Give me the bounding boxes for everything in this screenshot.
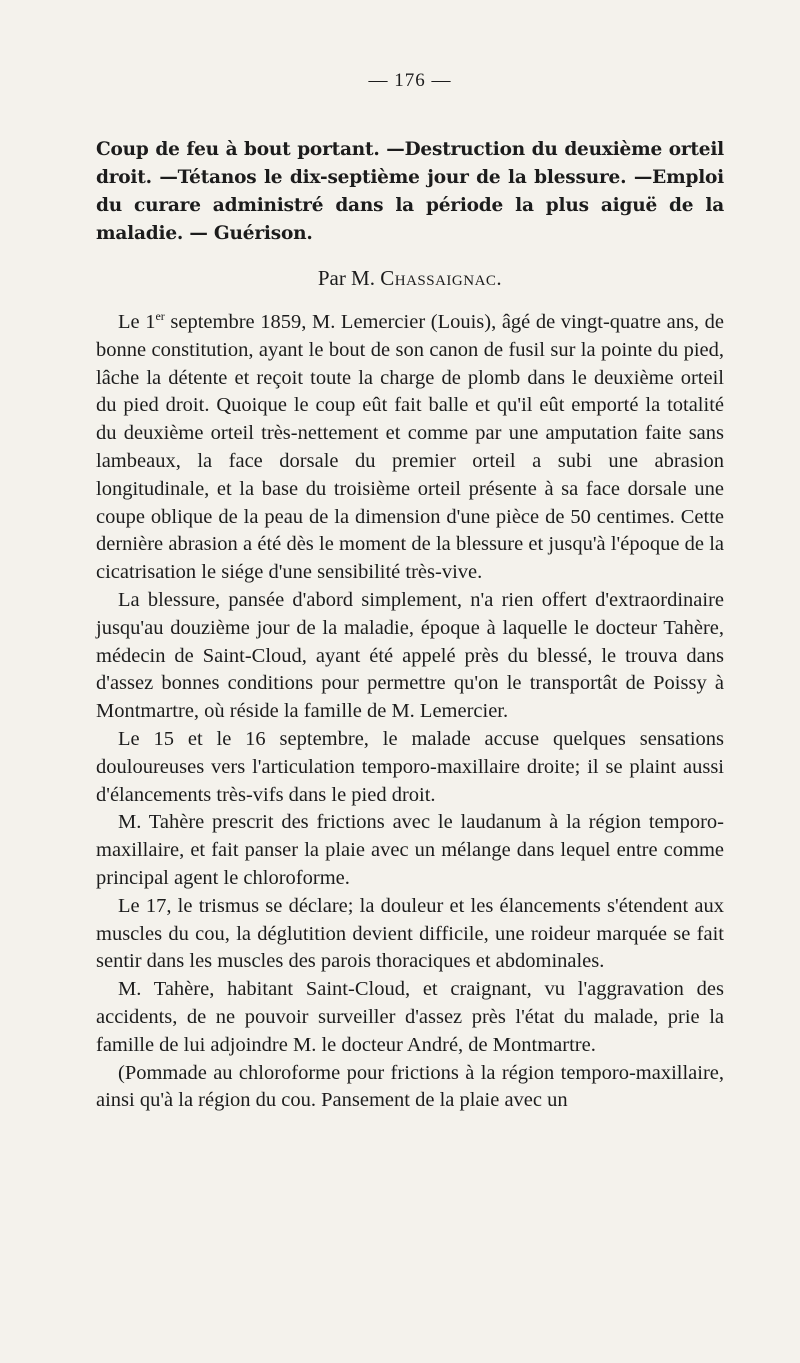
ordinal-superscript: er [155, 309, 165, 324]
author-name: Chassaignac. [380, 266, 503, 290]
paragraph-1 [96, 309, 724, 587]
paragraph-3: Le 15 et le 16 septembre, le malade accuse quelques sensations douloureuses vers l'articulation temporo-maxillaire droite; il se plaint aussi d'élancements très-vifs dans le pied droit. [96, 727, 724, 806]
paragraph-2: La blessure, pansée d'abord simplement, n'a rien offert d'extraordinaire jusqu'au douzième jour de la maladie, époque à laquelle le docteur Tahère, médecin de Saint-Cloud, ayant été appelé près du blessé, le trouva dans d'assez bonnes conditions pour permettre qu'on le transportât de Poissy à Montmartre, où réside la famille de M. Lemercier. [96, 588, 724, 723]
paragraph-4: M. Tahère prescrit des frictions avec le laudanum à la région temporo-maxillaire, et fait panser la plaie avec un mélange dans lequel entre comme principal agent le chloroforme. [96, 811, 724, 889]
byline-prefix: Par M. [317, 266, 375, 290]
paragraph-5: Le 17, le trismus se déclare; la douleur et les élancements s'étendent aux muscles du cou, la déglutition devient difficile, une roideur marquée se fait sentir dans les muscles des parois thoraciques et abdominales. [96, 894, 724, 973]
byline [96, 266, 724, 291]
article-heading: Coup de feu à bout portant. —Destruction du deuxième orteil droit. —Tétanos le dix-septième jour de la blessure. —Emploi du curare administré dans la période la plus aiguë de la maladie. — Guérison. [96, 139, 724, 244]
paragraph-7: (Pommade au chloroforme pour frictions à la région temporo-maxillaire, ainsi qu'à la région du cou. Pansement de la plaie avec un [96, 1061, 724, 1112]
paragraph-1-start: Le 1 [118, 311, 156, 333]
page-number: — 176 — [368, 70, 452, 91]
paragraph-6: M. Tahère, habitant Saint-Cloud, et craignant, vu l'aggravation des accidents, de ne pouvoir surveiller d'assez près l'état du malade, prie la famille de lui adjoindre M. le docteur André, de Montmartre. [96, 978, 724, 1056]
paragraph-1-rest: septembre 1859, M. Lemercier (Louis), âgé de vingt-quatre ans, de bonne constitution, ayant le bout de son canon de fusil sur la pointe du pied, lâche la détente et reçoit toute la charge de plomb dans le deuxième orteil du pied droit. Quoique le coup eût fait balle et qu'il eût emporté la totalité du deuxième orteil très-nettement et comme par une amputation faite sans lambeaux, la face dorsale du premier orteil a subi une abrasion longitudinale, et la base du troisième orteil présente à sa face dorsale une coupe oblique de la peau de la dimension d'une pièce de 50 centimes. Cette dernière abrasion a été dès le moment de la blessure et jusqu'à l'époque de la cicatrisation le siége d'une sensibilité très-vive. [96, 311, 724, 584]
page-content [96, 70, 724, 1115]
